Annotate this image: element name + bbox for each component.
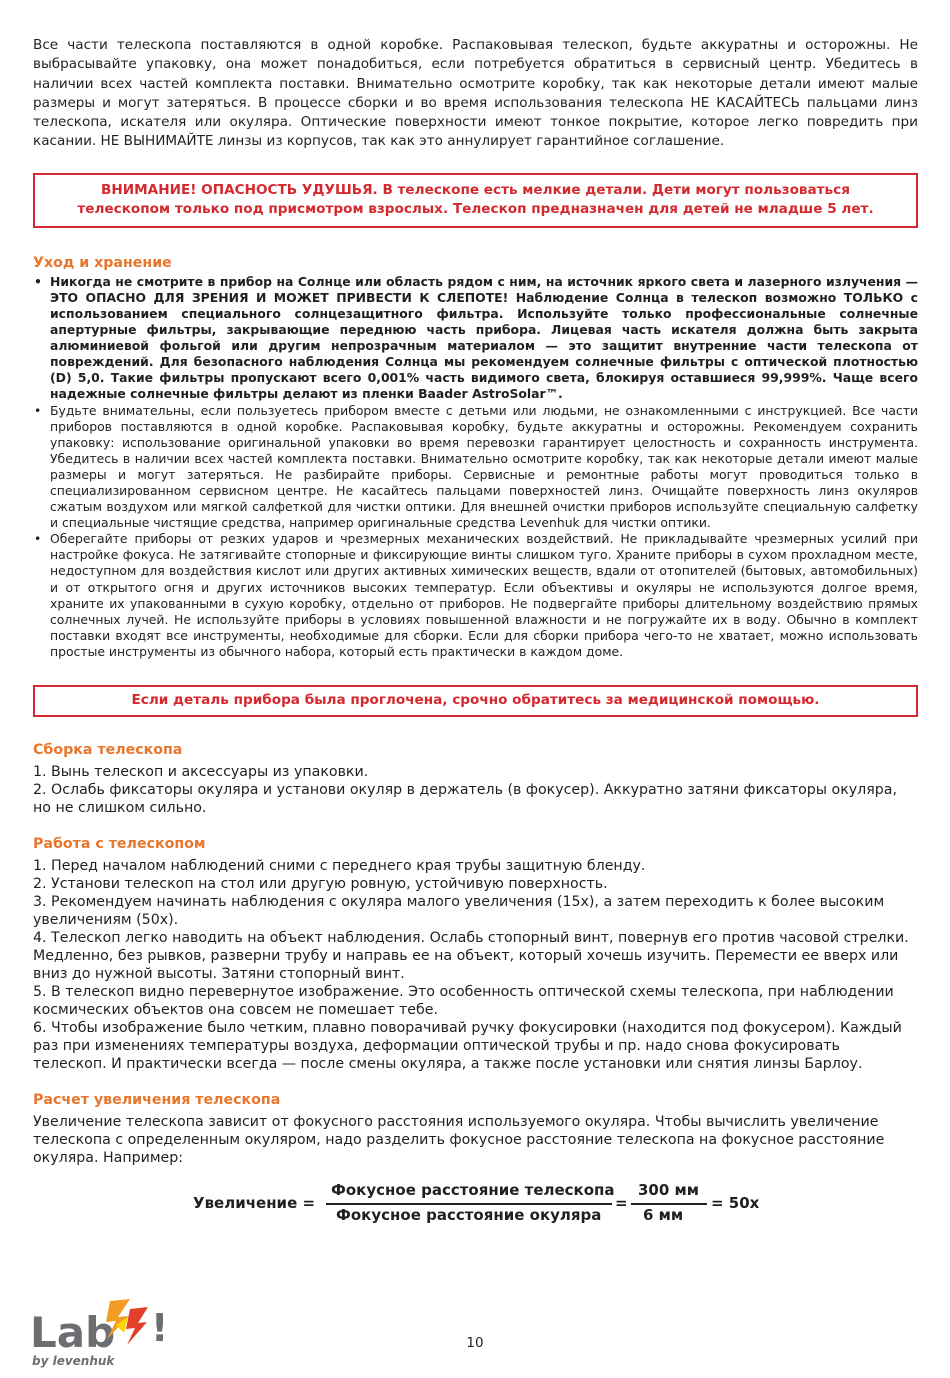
operation-step: 3. Рекомендуем начинать наблюдения с окуляра малого увеличения (15x), а затем переходить к более высоким увеличениям (50x). <box>33 894 885 929</box>
care-list <box>33 274 918 660</box>
magnification-formula <box>33 1175 918 1235</box>
care-item-sun-warning: • Никогда не смотрите в прибор на Солнце или область рядом с ним, на источник яркого света и лазерного излучения — ЭТО ОПАСНО ДЛЯ ЗРЕНИЯ И МОЖЕТ ПРИВЕСТИ К СЛЕПОТЕ! Наблюдение Солнца в телескоп возможно ТОЛЬКО с использованием специального солнцезащитного фильтра. Используйте только профессиональные солнечные апертурные фильтры, закрывающие переднюю часть прибора. Лицевая часть искателя должна быть закрыта алюминиевой фольгой или другим непрозрачным материалом — это защитит внутренние части телескопа от повреждений. Для безопасного наблюдения Солнца мы рекомендуем солнечные фильтры с оптической плотностью (D) 5,0. Такие фильтры пропускают всего 0,001% часть видимого света, блокируя оставшиеся 99,999%. Чаще всего надежные солнечные фильтры делают из пленки Baader AstroSolar™. <box>33 274 918 403</box>
page-content <box>33 36 918 1235</box>
labzz-logo <box>30 1295 170 1373</box>
page-number: 10 <box>466 1335 484 1351</box>
logo-lab-text: Lab <box>30 1308 116 1357</box>
assembly-heading: Сборка телескопа <box>33 742 183 759</box>
assembly-step: 1. Вынь телескоп и аксессуары из упаковки. <box>33 764 369 781</box>
operation-step: 5. В телескоп видно перевернутое изображение. Это особенность оптической схемы телескопа, при наблюдении космических объектов она совсем не помешает тебе. <box>33 984 894 1019</box>
assembly-steps <box>33 763 918 817</box>
operation-step: 4. Телескоп легко наводить на объект наблюдения. Ослабь стопорный винт, повернув его против часовой стрелки. Медленно, без рывков, разверни трубу и направь ее на объект, который хочешь изучить. Перемести ее вверх или вниз до нужной высоты. Затяни стопорный винт. <box>33 930 909 983</box>
formula-result: = 50x <box>711 1194 760 1213</box>
formula-numerator: Фокусное расстояние телескопа <box>331 1181 615 1200</box>
operation-heading: Работа с телескопом <box>33 836 206 853</box>
formula-equals: = <box>615 1194 628 1213</box>
logo-exclamation: ! <box>151 1306 169 1350</box>
care-heading: Уход и хранение <box>33 254 172 271</box>
assembly-step: 2. Ослабь фиксаторы окуляра и установи окуляр в держатель (в фокусер). Аккуратно затяни фиксаторы окуляра, но не слишком сильно. <box>33 782 897 817</box>
formula-den-value: 6 мм <box>643 1206 684 1225</box>
operation-step: 1. Перед началом наблюдений сними с переднего края трубы защитную бленду. <box>33 858 646 875</box>
logo-z2-shape <box>126 1307 148 1345</box>
care-item-handling: • Будьте внимательны, если пользуетесь прибором вместе с детьми или людьми, не ознакомленными с инструкцией. Все части приборов поставляются в одной коробке. Распаковывая коробку, будьте аккуратны и осторожны. Рекомендуем сохранить упаковку: использование оригинальной упаковки во время перевозки гарантирует целостность и сохранность инструмента. Убедитесь в наличии всех частей комплекта поставки. Внимательно осмотрите коробку, так как некоторые детали имеют малые размеры и могут затеряться. Не разбирайте приборы. Сервисные и ремонтные работы могут проводиться только в специализированном сервисном центре. Не касайтесь пальцами поверхностей линз. Очищайте поверхность линз окуляров сжатым воздухом или мягкой салфеткой для чистки оптики. Для внешней очистки приборов используйте специальную салфетку и специальные чистящие средства, например оригинальные средства Levenhuk для чистки оптики. <box>33 403 918 532</box>
formula-fraction-line <box>326 1203 612 1205</box>
magnification-heading: Расчет увеличения телескопа <box>33 1092 281 1109</box>
formula-num-value: 300 мм <box>638 1181 700 1200</box>
care-item-storage: • Оберегайте приборы от резких ударов и чрезмерных механических воздействий. Не прикладывайте чрезмерных усилий при настройке фокуса. Не затягивайте стопорные и фиксирующие винты слишком туго. Храните приборы в сухом прохладном месте, недоступном для воздействия кислот или других активных химических веществ, вдали от отопителей (бытовых, автомобильных) и от открытого огня и других источников высоких температур. Если объективы и окуляры не используются долгое время, храните их упакованными в сухую коробку, отдельно от приборов. Не подвергайте приборы длительному воздействию прямых солнечных лучей. Не используйте приборы в условиях повышенной влажности и не погружайте их в воду. Обычно в комплект поставки входят все инструменты, необходимые для сборки. Если для сборки прибора чего-то не хватает, можно использовать простые инструменты из обычного набора, который есть практически в каждом доме. <box>33 531 918 660</box>
choking-warning-box: ВНИМАНИЕ! ОПАСНОСТЬ УДУШЬЯ. В телескопе есть мелкие детали. Дети могут пользоваться телескопом только под присмотром взрослых. Телескоп предназначен для детей не младше 5 лет. <box>33 173 918 228</box>
operation-step: 6. Чтобы изображение было четким, плавно поворачивай ручку фокусировки (находится под фокусером). Каждый раз при изменениях температуры воздуха, деформации оптической трубы и пр. надо снова фокусировать телескоп. И практически всегда — после смены окуляра, а также после установки или снятия линзы Барлоу. <box>33 1020 902 1073</box>
operation-step: 2. Установи телескоп на стол или другую ровную, устойчивую поверхность. <box>33 876 608 893</box>
operation-steps <box>33 857 918 1073</box>
formula-denominator: Фокусное расстояние окуляра <box>336 1206 602 1225</box>
formula-value-line <box>631 1203 707 1205</box>
logo-by-levenhuk: by levenhuk <box>32 1354 115 1368</box>
intro-paragraph: Все части телескопа поставляются в одной коробке. Распаковывая телескоп, будьте аккуратны и осторожны. Не выбрасывайте упаковку, она может понадобиться, если потребуется обратиться в сервисный центр. Убедитесь в наличии всех частей комплекта поставки. Внимательно осмотрите коробку, так как некоторые детали имеют малые размеры и могут затеряться. В процессе сборки и во время использования телескопа НЕ КАСАЙТЕСЬ пальцами линз телескопа, искателя или окуляра. Оптические поверхности имеют тонкое покрытие, которое легко повредить при касании. НЕ ВЫНИМАЙТЕ линзы из корпусов, так как это аннулирует гарантийное соглашение. <box>33 37 918 150</box>
magnification-text: Увеличение телескопа зависит от фокусного расстояния используемого окуляра. Чтобы вычислить увеличение телескопа с определенным окуляром, надо разделить фокусное расстояние телескопа на фокусное расстояние окуляра. Например: <box>33 1114 885 1167</box>
swallow-warning-box: Если деталь прибора была проглочена, срочно обратитесь за медицинской помощью. <box>33 685 918 717</box>
formula-label: Увеличение = <box>193 1194 316 1213</box>
